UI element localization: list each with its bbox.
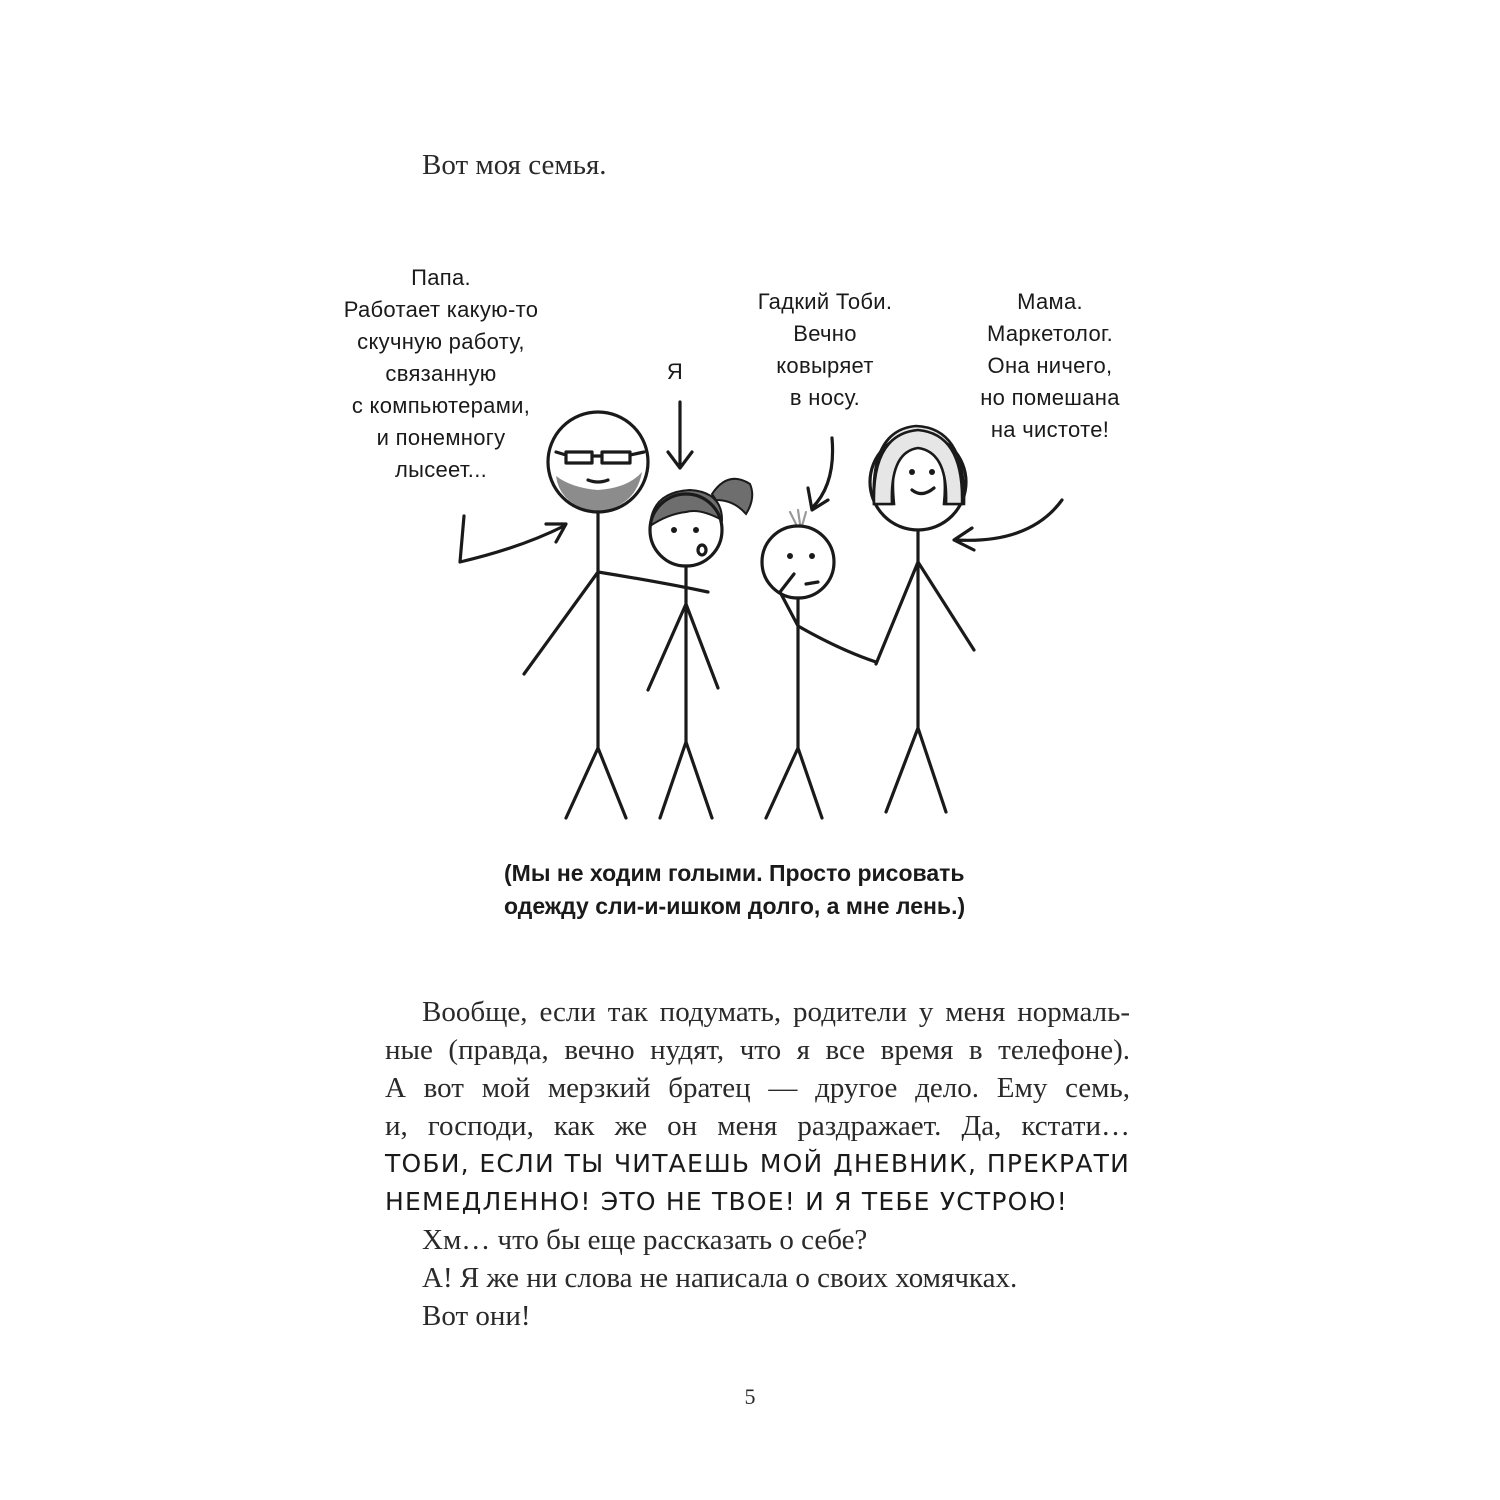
toby-label-line: ковыряет [776,353,874,378]
annotation-arrows [460,402,1062,562]
body-text [385,993,1130,1335]
dad-body [524,512,708,818]
dad-beard [556,472,642,512]
dad-arrow [460,516,566,562]
dad-label-line: и понемногу [376,425,506,450]
paragraph-line: ные (правда, вечно нудят, что я все время в телефоне). [385,1034,1130,1066]
paragraph-line: Вообще, если так подумать, родители у меня нормаль- [422,996,1130,1028]
mom-eye-right [929,469,935,475]
toby-eye-right [809,553,815,559]
paragraph-line: Хм… что бы еще рассказать о себе? [422,1224,868,1256]
me-eye-right [693,527,699,533]
mom-label-line: но помешана [980,385,1120,410]
toby-body [766,574,876,818]
toby-label-line: Гадкий Тоби. [757,289,893,314]
paragraph-line: Вот они! [422,1300,531,1332]
toby-eye-left [787,553,793,559]
illustration-caption [504,857,965,923]
toby-label-line: в носу. [789,385,861,410]
mom-label-line: Маркетолог. [986,321,1114,346]
paragraph-line: и, господи, как же он меня раздражает. Да, кстати… [385,1110,1130,1142]
me-label-line: Я [666,359,684,384]
mom-mouth [912,488,934,494]
mom-label-line: Мама. [1017,289,1083,314]
toby-mouth [806,582,818,584]
caption-line: одежду сли-и-ишком долго, а мне лень.) [504,893,966,919]
dad-glasses [556,452,644,463]
me-figure [648,479,752,818]
dad-label-line: Работает какую-то [343,297,539,322]
mom-body [876,530,974,812]
paragraph-line: А! Я же ни слова не написала о своих хомячках. [422,1262,1018,1294]
caption-line: (Мы не ходим голыми. Просто рисовать [504,860,965,886]
me-arrow [668,402,692,468]
dad-label-line: с компьютерами, [351,393,531,418]
toby-arrow [808,438,833,510]
paragraph-line: А вот мой мерзкий братец — другое дело. Ему семь, [385,1072,1130,1104]
dad-mouth [588,480,608,482]
dad-label-line: Папа. [411,265,471,290]
dad-label-line: лысеет... [394,457,488,482]
mom-eye-left [909,469,915,475]
toby-head [762,526,834,598]
me-eye-left [671,527,677,533]
mom-arrow [954,500,1062,550]
mom-label-line: Она ничего, [987,353,1113,378]
shout-line: ТОБИ, ЕСЛИ ТЫ ЧИТАЕШЬ МОЙ ДНЕВНИК, ПРЕКРАТИ [385,1149,1130,1178]
page-number: 5 [744,1384,756,1409]
toby-label-line: Вечно [793,321,857,346]
dad-label-line: связанную [385,361,497,386]
mom-label-line: на чистоте! [990,417,1110,442]
dad-label-line: скучную работу, [357,329,525,354]
shout-line: НЕМЕДЛЕННО! ЭТО НЕ ТВОЕ! И Я ТЕБЕ УСТРОЮ! [385,1187,1068,1216]
me-body [648,566,718,818]
me-mouth [698,545,706,555]
toby-figure [762,510,876,818]
mom-figure [870,426,974,812]
intro-text: Вот моя семья. [422,149,607,181]
toby-hair [790,510,806,526]
